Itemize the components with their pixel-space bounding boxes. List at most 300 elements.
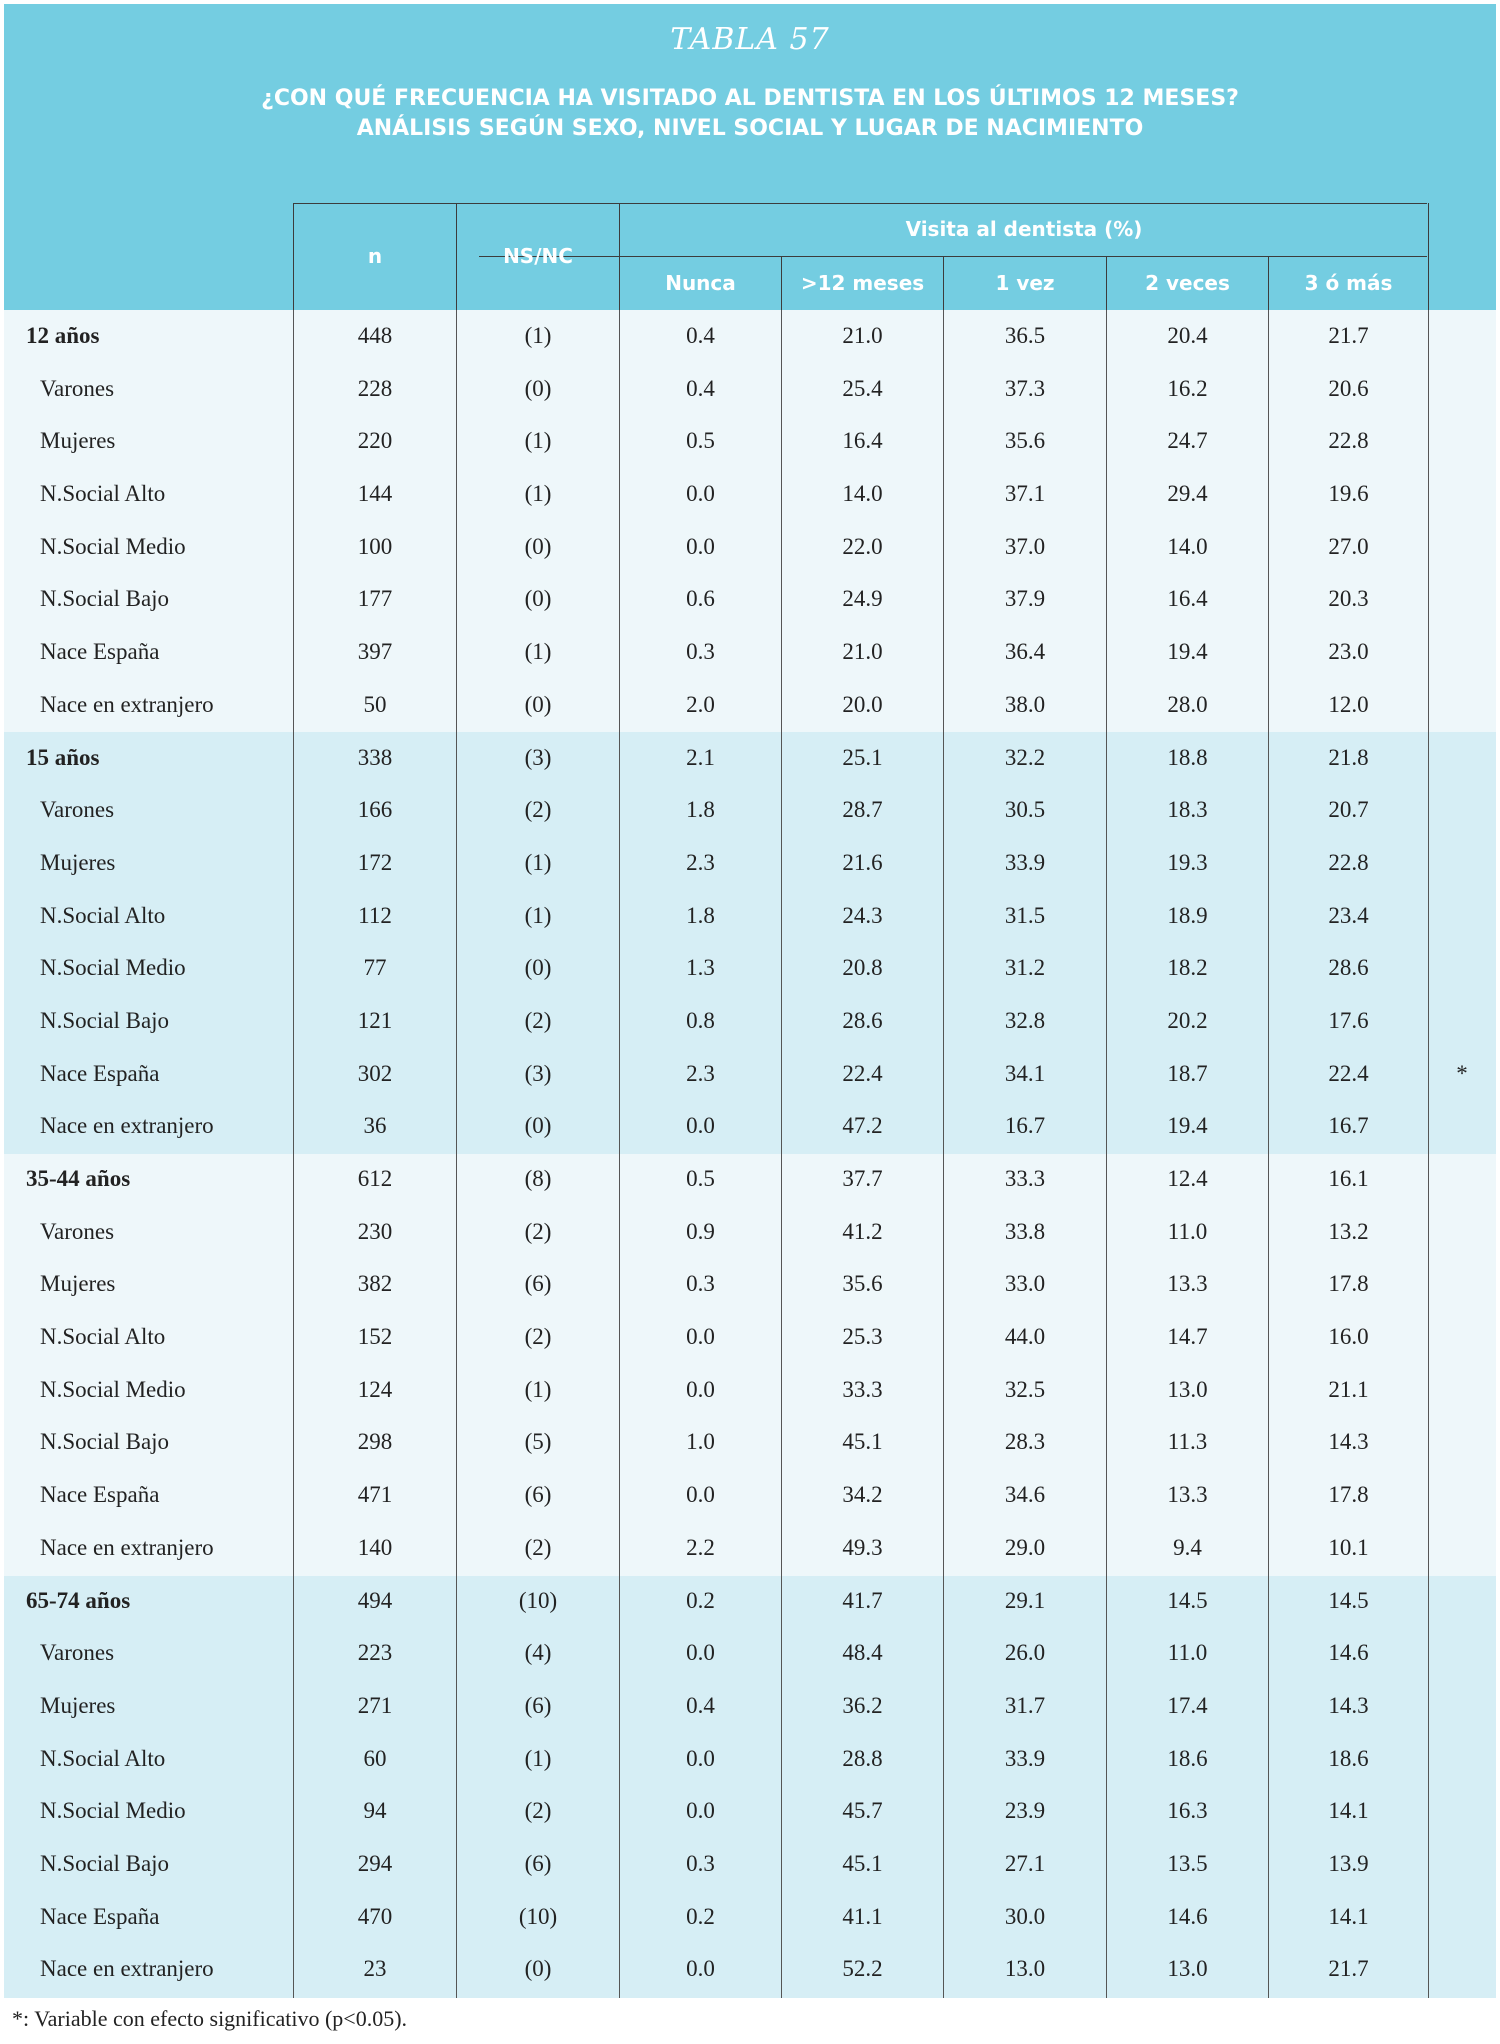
table-row bbox=[4, 679, 1496, 732]
cell-veces2: 16.3 bbox=[1167, 1798, 1208, 1824]
cell-n: 94 bbox=[363, 1798, 387, 1824]
row-label: Varones bbox=[40, 797, 115, 823]
cell-nsnc: (5) bbox=[524, 1429, 552, 1455]
cell-n: 121 bbox=[357, 1007, 393, 1033]
cell-veces2: 13.0 bbox=[1167, 1376, 1208, 1402]
row-label: N.Social Medio bbox=[40, 955, 186, 981]
cell-gt12: 45.1 bbox=[842, 1850, 883, 1876]
cell-nunca: 0.0 bbox=[686, 1956, 715, 1982]
cell-nsnc: (10) bbox=[518, 1903, 558, 1929]
cell-nunca: 0.0 bbox=[686, 1798, 715, 1824]
cell-nunca: 0.5 bbox=[686, 1166, 715, 1191]
cell-vez1: 29.0 bbox=[1004, 1534, 1046, 1560]
significance-marker bbox=[1428, 626, 1496, 679]
table-row bbox=[4, 1048, 1496, 1101]
significance-marker bbox=[1428, 573, 1496, 626]
cell-gt12: 24.3 bbox=[842, 902, 883, 928]
significance-marker bbox=[1428, 310, 1496, 363]
cell-n: 177 bbox=[357, 586, 393, 612]
row-label: Varones bbox=[40, 375, 115, 401]
cell-veces2: 12.4 bbox=[1167, 1166, 1208, 1191]
cell-vez1: 33.3 bbox=[1004, 1166, 1046, 1191]
cell-nsnc: (0) bbox=[524, 586, 552, 612]
table-row bbox=[4, 1206, 1496, 1259]
row-label: Varones bbox=[40, 1640, 115, 1666]
cell-gt12: 36.2 bbox=[842, 1692, 883, 1718]
cell-nsnc: (2) bbox=[524, 1218, 552, 1244]
cell-nsnc: (3) bbox=[524, 744, 552, 770]
table-row bbox=[4, 521, 1496, 574]
table-row bbox=[4, 1522, 1496, 1575]
column-header-1vez: 1 vez bbox=[995, 271, 1055, 295]
table-row bbox=[4, 1364, 1496, 1417]
cell-nunca: 0.4 bbox=[686, 323, 715, 348]
row-label: 65-74 años bbox=[26, 1587, 131, 1613]
footnote: *: Variable con efecto significativo (p<0.05). bbox=[12, 2006, 408, 2031]
significance-marker bbox=[1428, 1258, 1496, 1311]
cell-nsnc: (1) bbox=[524, 639, 552, 665]
cell-nunca: 0.2 bbox=[686, 1587, 715, 1613]
cell-vez1: 33.8 bbox=[1004, 1218, 1046, 1244]
cell-gt12: 47.2 bbox=[842, 1113, 883, 1139]
cell-mas3: 22.8 bbox=[1328, 849, 1369, 875]
cell-vez1: 36.5 bbox=[1004, 323, 1046, 348]
cell-veces2: 14.5 bbox=[1167, 1587, 1208, 1613]
cell-mas3: 12.0 bbox=[1328, 691, 1369, 717]
cell-mas3: 20.3 bbox=[1328, 586, 1369, 612]
row-label: N.Social Alto bbox=[40, 1745, 166, 1771]
row-label: 12 años bbox=[26, 323, 100, 348]
significance-marker bbox=[1428, 1416, 1496, 1469]
row-label: Nace en extranjero bbox=[40, 1956, 214, 1982]
cell-nunca: 2.3 bbox=[686, 849, 715, 875]
cell-gt12: 25.4 bbox=[842, 375, 883, 401]
cell-veces2: 18.9 bbox=[1167, 902, 1208, 928]
cell-mas3: 22.8 bbox=[1328, 428, 1369, 454]
cell-nunca: 0.8 bbox=[686, 1007, 715, 1033]
cell-gt12: 33.3 bbox=[842, 1376, 883, 1402]
cell-nunca: 1.8 bbox=[686, 902, 715, 928]
cell-nsnc: (1) bbox=[524, 428, 552, 454]
cell-gt12: 41.7 bbox=[842, 1587, 883, 1613]
cell-nunca: 0.0 bbox=[686, 1640, 715, 1666]
cell-mas3: 21.7 bbox=[1328, 1956, 1369, 1982]
table-row bbox=[4, 784, 1496, 837]
cell-gt12: 28.6 bbox=[842, 1007, 883, 1033]
cell-mas3: 20.6 bbox=[1328, 375, 1369, 401]
cell-veces2: 11.0 bbox=[1167, 1218, 1208, 1244]
cell-nunca: 1.8 bbox=[686, 797, 715, 823]
row-label: N.Social Medio bbox=[40, 533, 186, 559]
cell-n: 302 bbox=[357, 1060, 393, 1086]
header-vline-2 bbox=[293, 203, 479, 204]
cell-n: 36 bbox=[363, 1113, 387, 1139]
cell-n: 382 bbox=[357, 1271, 393, 1297]
cell-vez1: 32.2 bbox=[1004, 744, 1046, 770]
significance-marker bbox=[1428, 1785, 1496, 1838]
table-row bbox=[4, 626, 1496, 679]
cell-n: 166 bbox=[357, 797, 393, 823]
row-label: N.Social Alto bbox=[40, 1324, 166, 1350]
table-row bbox=[4, 1311, 1496, 1364]
cell-nsnc: (0) bbox=[524, 955, 552, 981]
cell-vez1: 44.0 bbox=[1004, 1324, 1046, 1350]
cell-mas3: 14.1 bbox=[1328, 1903, 1369, 1929]
cell-gt12: 14.0 bbox=[842, 481, 883, 507]
cell-vez1: 32.5 bbox=[1004, 1376, 1046, 1402]
significance-marker bbox=[1428, 784, 1496, 837]
cell-veces2: 19.4 bbox=[1167, 1113, 1208, 1139]
cell-veces2: 13.5 bbox=[1167, 1850, 1208, 1876]
cell-nunca: 0.4 bbox=[686, 1692, 715, 1718]
cell-mas3: 21.8 bbox=[1328, 744, 1369, 770]
cell-nunca: 0.3 bbox=[686, 1271, 715, 1297]
cell-nunca: 1.3 bbox=[686, 955, 715, 981]
cell-n: 124 bbox=[357, 1376, 393, 1402]
table-row bbox=[4, 363, 1496, 416]
cell-mas3: 16.7 bbox=[1328, 1113, 1369, 1139]
cell-nsnc: (6) bbox=[524, 1692, 552, 1718]
significance-marker: * bbox=[1456, 1060, 1468, 1086]
cell-nunca: 0.3 bbox=[686, 639, 715, 665]
cell-vez1: 13.0 bbox=[1004, 1956, 1046, 1982]
table-row bbox=[4, 995, 1496, 1048]
cell-n: 294 bbox=[357, 1850, 393, 1876]
cell-vez1: 27.1 bbox=[1004, 1850, 1046, 1876]
cell-mas3: 14.3 bbox=[1328, 1692, 1369, 1718]
cell-gt12: 16.4 bbox=[842, 428, 883, 454]
significance-marker bbox=[1428, 1943, 1496, 1996]
cell-nunca: 0.0 bbox=[686, 481, 715, 507]
cell-nunca: 0.4 bbox=[686, 375, 715, 401]
cell-veces2: 13.3 bbox=[1167, 1482, 1208, 1508]
cell-nunca: 2.3 bbox=[686, 1060, 715, 1086]
cell-veces2: 16.4 bbox=[1167, 586, 1208, 612]
cell-mas3: 23.0 bbox=[1328, 639, 1369, 665]
cell-nunca: 0.9 bbox=[686, 1218, 715, 1244]
cell-mas3: 14.1 bbox=[1328, 1798, 1369, 1824]
cell-nsnc: (0) bbox=[524, 691, 552, 717]
cell-veces2: 11.0 bbox=[1167, 1640, 1208, 1666]
cell-vez1: 30.5 bbox=[1004, 797, 1046, 823]
cell-veces2: 14.7 bbox=[1167, 1324, 1208, 1350]
significance-marker bbox=[1428, 521, 1496, 574]
cell-n: 228 bbox=[357, 375, 393, 401]
cell-mas3: 22.4 bbox=[1328, 1060, 1369, 1086]
row-label: Nace en extranjero bbox=[40, 691, 214, 717]
cell-veces2: 9.4 bbox=[1173, 1534, 1202, 1560]
row-label: N.Social Bajo bbox=[40, 1429, 170, 1455]
table-header bbox=[4, 4, 1496, 310]
table-row bbox=[4, 1943, 1496, 1996]
row-label: N.Social Bajo bbox=[40, 586, 170, 612]
cell-veces2: 18.2 bbox=[1167, 955, 1208, 981]
cell-mas3: 17.8 bbox=[1328, 1482, 1369, 1508]
cell-veces2: 13.0 bbox=[1167, 1956, 1208, 1982]
significance-marker bbox=[1428, 468, 1496, 521]
table-row bbox=[4, 573, 1496, 626]
cell-mas3: 13.2 bbox=[1328, 1218, 1369, 1244]
cell-nunca: 1.0 bbox=[686, 1429, 715, 1455]
row-label: N.Social Alto bbox=[40, 902, 166, 928]
cell-n: 612 bbox=[357, 1166, 393, 1191]
cell-nunca: 2.0 bbox=[686, 691, 715, 717]
cell-mas3: 28.6 bbox=[1328, 955, 1369, 981]
significance-marker bbox=[1428, 1469, 1496, 1522]
cell-mas3: 17.6 bbox=[1328, 1007, 1369, 1033]
subtitle-line-2: ANÁLISIS SEGÚN SEXO, NIVEL SOCIAL Y LUGAR DE NACIMIENTO bbox=[356, 116, 1144, 141]
cell-mas3: 16.1 bbox=[1328, 1166, 1369, 1191]
cell-gt12: 21.0 bbox=[842, 323, 883, 348]
table-row bbox=[4, 1680, 1496, 1733]
significance-marker bbox=[1428, 363, 1496, 416]
row-label: Nace en extranjero bbox=[40, 1534, 214, 1560]
cell-n: 271 bbox=[357, 1692, 393, 1718]
row-label: N.Social Bajo bbox=[40, 1850, 170, 1876]
row-label: Mujeres bbox=[40, 849, 116, 875]
cell-mas3: 23.4 bbox=[1328, 902, 1369, 928]
table-row bbox=[4, 890, 1496, 943]
cell-n: 471 bbox=[357, 1482, 393, 1508]
cell-veces2: 24.7 bbox=[1167, 428, 1208, 454]
cell-vez1: 37.9 bbox=[1004, 586, 1046, 612]
cell-n: 100 bbox=[357, 533, 393, 559]
cell-nunca: 0.2 bbox=[686, 1903, 715, 1929]
cell-vez1: 28.3 bbox=[1004, 1429, 1046, 1455]
cell-nsnc: (0) bbox=[524, 1956, 552, 1982]
row-label: 15 años bbox=[26, 744, 100, 770]
significance-marker bbox=[1428, 1364, 1496, 1417]
cell-n: 50 bbox=[363, 691, 387, 717]
significance-marker bbox=[1428, 1575, 1496, 1628]
cell-nunca: 0.0 bbox=[686, 533, 715, 559]
cell-mas3: 21.7 bbox=[1328, 323, 1369, 348]
cell-gt12: 34.2 bbox=[842, 1482, 883, 1508]
cell-nsnc: (1) bbox=[524, 323, 552, 348]
row-label: Mujeres bbox=[40, 1271, 116, 1297]
cell-veces2: 28.0 bbox=[1167, 691, 1208, 717]
significance-marker bbox=[1428, 1680, 1496, 1733]
cell-n: 23 bbox=[363, 1956, 387, 1982]
column-header-2veces: 2 veces bbox=[1145, 271, 1230, 295]
significance-marker bbox=[1428, 679, 1496, 732]
significance-marker bbox=[1428, 1891, 1496, 1944]
cell-nunca: 0.6 bbox=[686, 586, 715, 612]
cell-veces2: 17.4 bbox=[1167, 1692, 1208, 1718]
cell-vez1: 32.8 bbox=[1004, 1007, 1046, 1033]
cell-gt12: 45.7 bbox=[842, 1798, 883, 1824]
cell-veces2: 29.4 bbox=[1167, 481, 1208, 507]
cell-mas3: 18.6 bbox=[1328, 1745, 1369, 1771]
row-label: Nace España bbox=[40, 639, 160, 665]
cell-vez1: 31.7 bbox=[1004, 1692, 1046, 1718]
cell-nsnc: (6) bbox=[524, 1271, 552, 1297]
cell-gt12: 25.1 bbox=[842, 744, 883, 770]
cell-mas3: 14.6 bbox=[1328, 1640, 1369, 1666]
cell-n: 448 bbox=[357, 323, 393, 348]
table-row bbox=[4, 1153, 1496, 1206]
cell-n: 144 bbox=[357, 481, 393, 507]
significance-marker bbox=[1428, 1838, 1496, 1891]
cell-mas3: 19.6 bbox=[1328, 481, 1369, 507]
cell-gt12: 22.4 bbox=[842, 1060, 883, 1086]
table-row bbox=[4, 310, 1496, 363]
cell-veces2: 20.4 bbox=[1167, 323, 1208, 348]
cell-vez1: 37.0 bbox=[1004, 533, 1046, 559]
cell-nsnc: (2) bbox=[524, 1798, 552, 1824]
cell-nunca: 0.3 bbox=[686, 1850, 715, 1876]
cell-nsnc: (2) bbox=[524, 797, 552, 823]
cell-gt12: 48.4 bbox=[842, 1640, 883, 1666]
cell-mas3: 10.1 bbox=[1328, 1534, 1369, 1560]
cell-vez1: 38.0 bbox=[1004, 691, 1046, 717]
cell-n: 172 bbox=[357, 849, 393, 875]
cell-nunca: 0.0 bbox=[686, 1324, 715, 1350]
significance-marker bbox=[1428, 837, 1496, 890]
cell-nsnc: (2) bbox=[524, 1324, 552, 1350]
cell-nunca: 0.5 bbox=[686, 428, 715, 454]
row-label: Varones bbox=[40, 1218, 115, 1244]
table-title: TABLA 57 bbox=[670, 22, 830, 57]
row-label: N.Social Bajo bbox=[40, 1007, 170, 1033]
cell-n: 338 bbox=[357, 744, 393, 770]
row-label: N.Social Medio bbox=[40, 1798, 186, 1824]
row-label: 35-44 años bbox=[26, 1166, 131, 1191]
header-rule-top bbox=[479, 203, 1427, 204]
cell-veces2: 13.3 bbox=[1167, 1271, 1208, 1297]
significance-marker bbox=[1428, 1627, 1496, 1680]
significance-marker bbox=[1428, 732, 1496, 785]
significance-marker bbox=[1428, 1311, 1496, 1364]
cell-nsnc: (1) bbox=[524, 1745, 552, 1771]
table-row bbox=[4, 942, 1496, 995]
cell-nunca: 0.0 bbox=[686, 1113, 715, 1139]
cell-mas3: 17.8 bbox=[1328, 1271, 1369, 1297]
column-header-nsnc: NS/NC bbox=[503, 244, 573, 268]
cell-vez1: 36.4 bbox=[1004, 639, 1046, 665]
cell-gt12: 22.0 bbox=[842, 533, 883, 559]
cell-vez1: 26.0 bbox=[1004, 1640, 1046, 1666]
row-label: Nace en extranjero bbox=[40, 1113, 214, 1139]
significance-marker bbox=[1428, 1206, 1496, 1259]
cell-nsnc: (6) bbox=[524, 1850, 552, 1876]
table-row bbox=[4, 468, 1496, 521]
cell-mas3: 14.5 bbox=[1328, 1587, 1369, 1613]
cell-vez1: 33.0 bbox=[1004, 1271, 1046, 1297]
cell-gt12: 37.7 bbox=[842, 1166, 883, 1191]
row-label: N.Social Alto bbox=[40, 481, 166, 507]
cell-vez1: 33.9 bbox=[1004, 1745, 1046, 1771]
cell-mas3: 27.0 bbox=[1328, 533, 1369, 559]
significance-marker bbox=[1428, 1100, 1496, 1153]
cell-veces2: 19.4 bbox=[1167, 639, 1208, 665]
cell-gt12: 49.3 bbox=[842, 1534, 883, 1560]
cell-vez1: 16.7 bbox=[1004, 1113, 1046, 1139]
cell-gt12: 28.7 bbox=[842, 797, 883, 823]
cell-vez1: 37.3 bbox=[1004, 375, 1046, 401]
cell-nsnc: (10) bbox=[518, 1587, 558, 1613]
row-label: Mujeres bbox=[40, 1692, 116, 1718]
cell-nsnc: (8) bbox=[524, 1166, 552, 1191]
cell-nsnc: (1) bbox=[524, 481, 552, 507]
cell-n: 230 bbox=[357, 1218, 393, 1244]
significance-marker bbox=[1428, 942, 1496, 995]
cell-vez1: 29.1 bbox=[1004, 1587, 1046, 1613]
cell-n: 397 bbox=[357, 639, 393, 665]
cell-veces2: 18.3 bbox=[1167, 797, 1208, 823]
row-label: Mujeres bbox=[40, 428, 116, 454]
table-row bbox=[4, 837, 1496, 890]
cell-veces2: 14.6 bbox=[1167, 1903, 1208, 1929]
cell-gt12: 41.2 bbox=[842, 1218, 883, 1244]
cell-vez1: 23.9 bbox=[1004, 1798, 1046, 1824]
table-row bbox=[4, 1469, 1496, 1522]
column-header-gt12: >12 meses bbox=[800, 271, 925, 295]
cell-vez1: 34.1 bbox=[1004, 1060, 1046, 1086]
cell-gt12: 35.6 bbox=[842, 1271, 883, 1297]
cell-nunca: 0.0 bbox=[686, 1745, 715, 1771]
cell-n: 112 bbox=[358, 902, 392, 928]
cell-nunca: 0.0 bbox=[686, 1376, 715, 1402]
cell-veces2: 19.3 bbox=[1167, 849, 1208, 875]
cell-n: 470 bbox=[357, 1903, 393, 1929]
cell-n: 298 bbox=[357, 1429, 393, 1455]
significance-marker bbox=[1428, 415, 1496, 468]
row-label: Nace España bbox=[40, 1060, 160, 1086]
table-row bbox=[4, 1627, 1496, 1680]
table-body bbox=[4, 310, 1496, 1996]
table-row bbox=[4, 732, 1496, 785]
row-label: N.Social Medio bbox=[40, 1376, 186, 1402]
cell-nsnc: (1) bbox=[524, 902, 552, 928]
column-header-3mas: 3 ó más bbox=[1304, 271, 1393, 295]
table-subtitle bbox=[4, 84, 1496, 144]
cell-veces2: 14.0 bbox=[1167, 533, 1208, 559]
cell-n: 152 bbox=[357, 1324, 393, 1350]
cell-mas3: 14.3 bbox=[1328, 1429, 1369, 1455]
cell-veces2: 11.3 bbox=[1167, 1429, 1208, 1455]
cell-gt12: 24.9 bbox=[842, 586, 883, 612]
cell-vez1: 30.0 bbox=[1004, 1903, 1046, 1929]
cell-gt12: 45.1 bbox=[842, 1429, 883, 1455]
cell-mas3: 13.9 bbox=[1328, 1850, 1369, 1876]
cell-mas3: 21.1 bbox=[1328, 1376, 1369, 1402]
cell-gt12: 20.8 bbox=[842, 955, 883, 981]
cell-nsnc: (4) bbox=[524, 1640, 552, 1666]
cell-mas3: 16.0 bbox=[1328, 1324, 1369, 1350]
cell-nsnc: (0) bbox=[524, 533, 552, 559]
significance-marker bbox=[1428, 890, 1496, 943]
cell-veces2: 20.2 bbox=[1167, 1007, 1208, 1033]
cell-nunca: 0.0 bbox=[686, 1482, 715, 1508]
cell-mas3: 20.7 bbox=[1328, 797, 1369, 823]
row-label: Nace España bbox=[40, 1903, 160, 1929]
table-row bbox=[4, 415, 1496, 468]
cell-n: 77 bbox=[363, 955, 387, 981]
header-vline-9 bbox=[1428, 203, 1429, 310]
cell-nunca: 2.1 bbox=[686, 744, 715, 770]
cell-nsnc: (2) bbox=[524, 1007, 552, 1033]
table-row bbox=[4, 1733, 1496, 1786]
column-header-nunca: Nunca bbox=[665, 271, 736, 295]
cell-gt12: 41.1 bbox=[842, 1903, 883, 1929]
significance-marker bbox=[1428, 1733, 1496, 1786]
significance-marker bbox=[1428, 1522, 1496, 1575]
cell-veces2: 16.2 bbox=[1167, 375, 1208, 401]
cell-gt12: 25.3 bbox=[842, 1324, 883, 1350]
cell-vez1: 37.1 bbox=[1004, 481, 1046, 507]
cell-veces2: 18.7 bbox=[1167, 1060, 1208, 1086]
